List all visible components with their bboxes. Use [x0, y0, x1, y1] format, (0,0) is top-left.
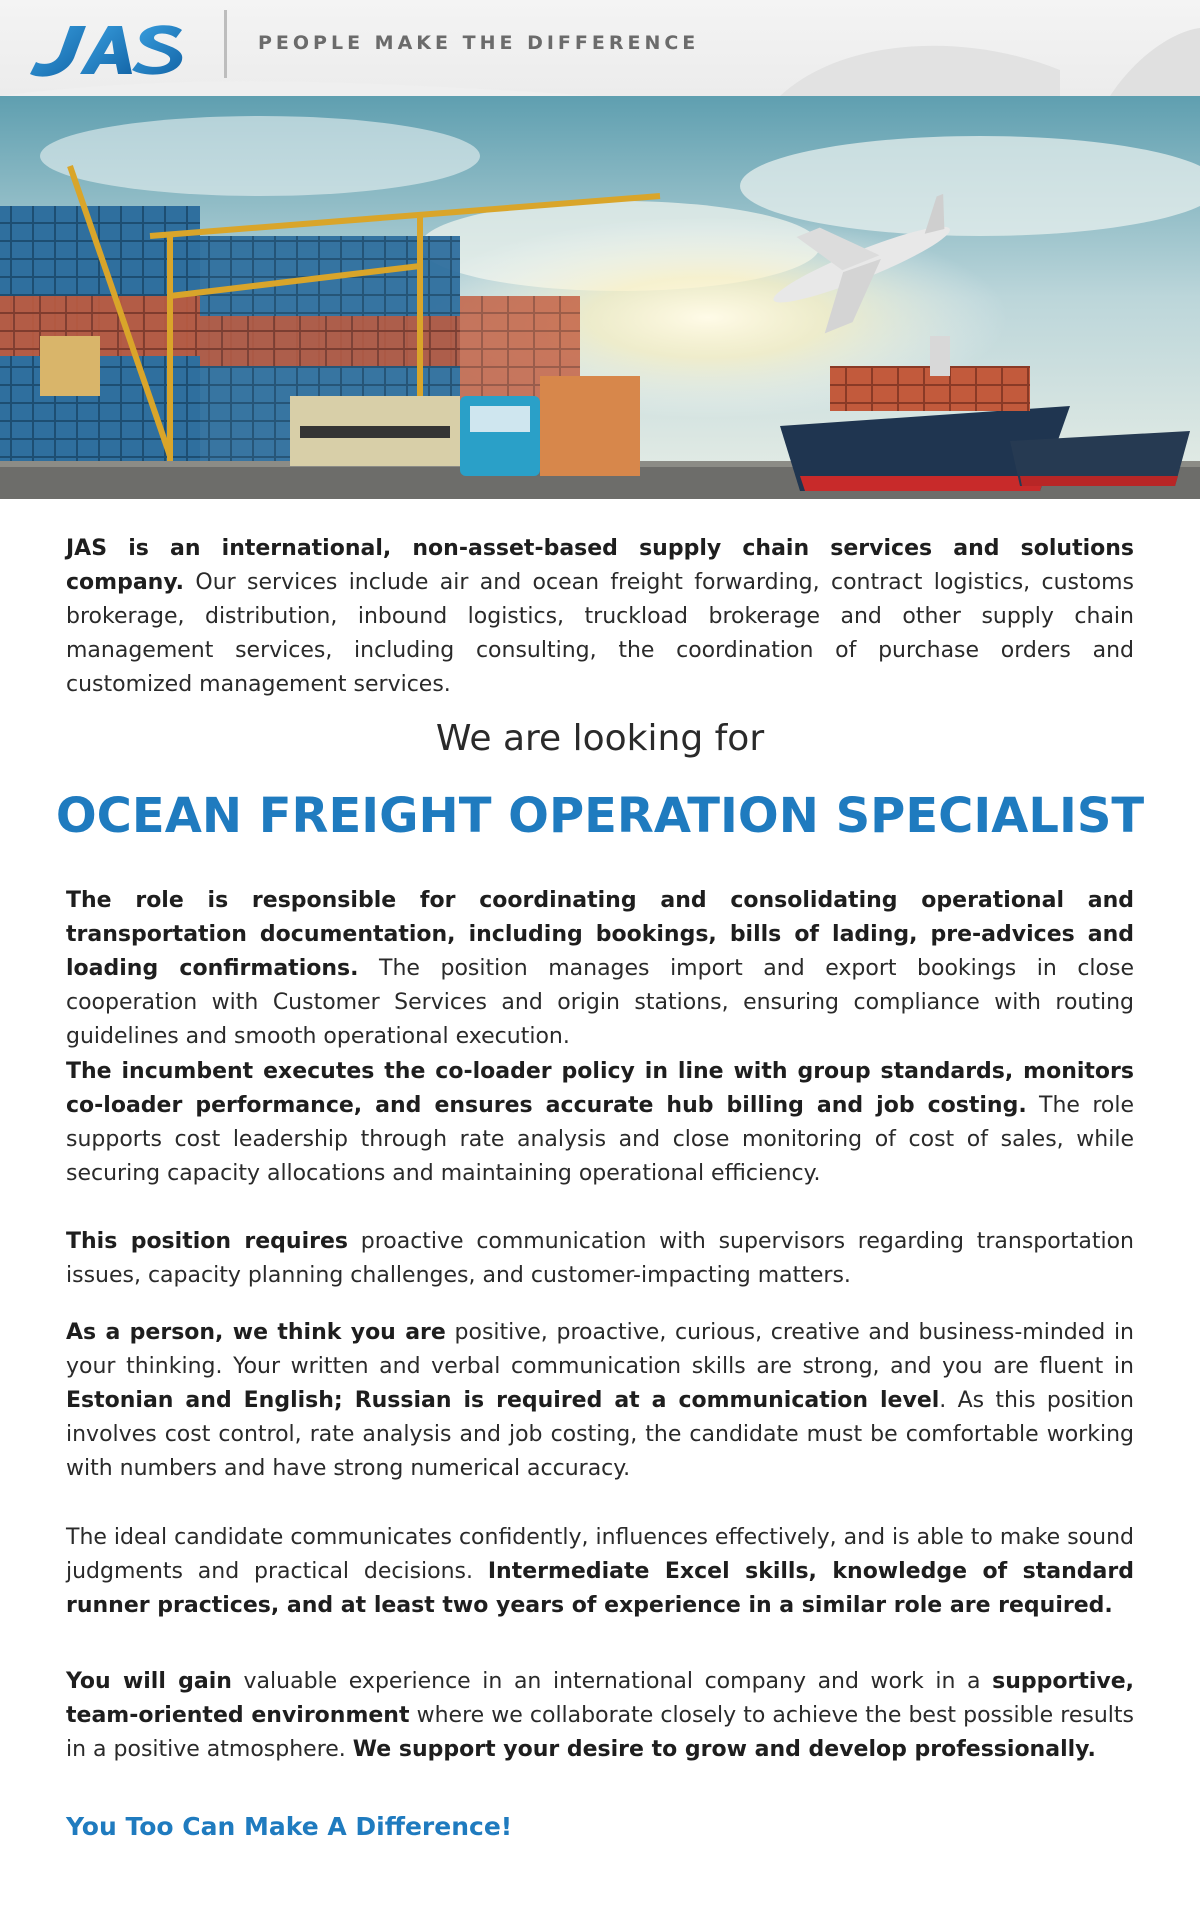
gain-text-1: valuable experience in an international company and work in a — [231, 1669, 993, 1694]
header-divider — [224, 10, 227, 78]
requirements-text: proactive communication with supervisors regarding transportation issues, capacity planning challenges, and customer-impacting matters. — [66, 1229, 1134, 1288]
person-text-1: positive, proactive, curious, creative and business-minded in your thinking. Your written and verbal communication skills are strong, and you are fluent in — [66, 1320, 1135, 1379]
logo-text: JAS — [22, 14, 24, 15]
role-text: The position manages import and export bookings in close cooperation with Customer Services and origin stations, ensuring compliance with routing guidelines and smooth operational execution. — [66, 956, 1135, 1049]
person-bold-1: As a person, we think you are — [66, 1320, 446, 1345]
incumbent-paragraph — [66, 1055, 1134, 1191]
gain-bold-2: supportive, team-oriented environment — [66, 1669, 1135, 1728]
person-paragraph — [66, 1316, 1134, 1486]
ideal-bold: Intermediate Excel skills, knowledge of standard runner practices, and at least two years of experience in a similar role are required. — [66, 1559, 1134, 1618]
ideal-text: The ideal candidate communicates confidently, influences effectively, and is able to make sound judgments and practical decisions. — [66, 1525, 1134, 1584]
person-text-2: . As this position involves cost control, rate analysis and job costing, the candidate must be comfortable working with numbers and have strong numerical accuracy. — [66, 1388, 1134, 1481]
gain-paragraph — [66, 1665, 1134, 1767]
role-bold: The role is responsible for coordinating and consolidating operational and transportation documentation, including bookings, bills of lading, pre-advices and loading confirmations. — [66, 888, 1134, 981]
jas-logo — [22, 14, 186, 84]
intro-bold: JAS is an international, non-asset-based supply chain services and solutions company. — [66, 536, 1134, 595]
requirements-paragraph — [66, 1225, 1134, 1293]
hero-logistics-image — [0, 96, 1200, 499]
looking-for-heading: We are looking for — [435, 718, 765, 759]
person-bold-2: Estonian and English; Russian is required at a communication level — [66, 1388, 940, 1413]
incumbent-text: The role supports cost leadership through rate analysis and close monitoring of cost of sales, while securing capacity allocations and maintaining operational efficiency. — [66, 1093, 1134, 1186]
intro-paragraph — [66, 532, 1134, 702]
gain-bold-1: You will gain — [66, 1669, 232, 1694]
gain-bold-3: We support your desire to grow and develop professionally. — [352, 1737, 1096, 1762]
incumbent-bold: The incumbent executes the co-loader policy in line with group standards, monitors co-loader performance, and ensures accurate hub billing and job costing. — [66, 1059, 1134, 1118]
intro-text: Our services include air and ocean freight forwarding, contract logistics, customs brokerage, distribution, inbound logistics, truckload brokerage and other supply chain management services, including consulting, the coordination of purchase orders and customized management services. — [66, 570, 1134, 697]
header-tagline: PEOPLE MAKE THE DIFFERENCE — [258, 32, 700, 54]
closing-slogan: You Too Can Make A Difference! — [66, 1812, 513, 1841]
role-paragraph — [66, 884, 1134, 1054]
hero-illustration — [0, 96, 1200, 499]
header — [0, 0, 1200, 96]
gain-text-2: where we collaborate closely to achieve the best possible results in a positive atmosphere. — [66, 1703, 1134, 1762]
requirements-bold: This position requires — [66, 1229, 349, 1254]
job-title: OCEAN FREIGHT OPERATION SPECIALIST — [55, 788, 1145, 844]
ideal-candidate-paragraph — [66, 1521, 1134, 1623]
